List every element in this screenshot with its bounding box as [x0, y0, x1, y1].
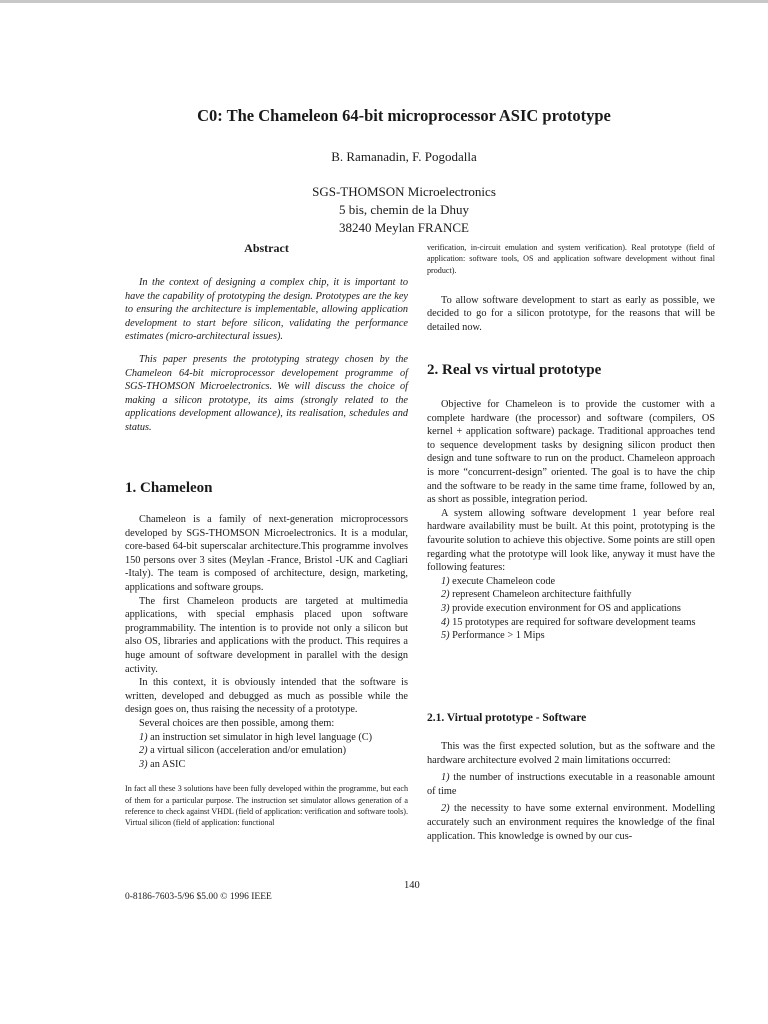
section-1-paragraph-1: Chameleon is a family of next-generation microprocessors developed by SGS-THOMSON Microelectronics. It is a modular, core-based 64-bit superscalar architecture.This programme involves 150 persons over 3 sites (Meylan -France, Bristol -UK and Cagliari -Italy). The team is composed of architecture, design, marketing, applications and software groups. [125, 514, 408, 593]
affiliation-line-3: 38240 Meylan FRANCE [339, 220, 469, 235]
list-item: 1) an instruction set simulator in high level language (C) [139, 731, 373, 743]
section-2-paragraph-2: A system allowing software development 1 year before real hardware availability must be built. At this point, prototyping is the favourite solution to achieve this objective. Some points are still open regarding what the prototype will look like, anyway it must have the following features: [427, 507, 715, 574]
list-item: 5) Performance > 1 Mips [441, 630, 545, 642]
list-item: 2) the necessity to have some external environment. Modelling accurately such an environment requires the knowledge of the final application. This knowledge is owned by our cus- [427, 803, 715, 842]
abstract-paragraph-2: This paper presents the prototyping strategy chosen by the Chameleon 64-bit microprocessor developement programme of SGS-THOMSON Microelectronics. We will discuss the choice of making a silicon prototype, its aims (strongly related to the applications development allowance), its realisation, schedules and status. [125, 353, 408, 433]
footnote-continuation: verification, in-circuit emulation and system verification). Real prototype (field of application: software tools, OS and application software development without final product). [427, 243, 715, 275]
list-item: 4) 15 prototypes are required for software development teams [441, 616, 696, 628]
section-1-heading: 1. Chameleon [125, 480, 213, 496]
list-item: 3) provide execution environment for OS and applications [441, 602, 681, 614]
top-border-line [0, 0, 768, 3]
list-item: 2) a virtual silicon (acceleration and/or emulation) [139, 745, 347, 757]
abstract-paragraph-1: In the context of designing a complex chip, it is important to have the capability of prototyping the design. Prototypes are the key to ensuring the architecture is implementable, allowing application development to start before silicon, validating the performance estimates (micro-architectural issues). [125, 277, 408, 343]
section-1-paragraph-4: Several choices are then possible, among them: [139, 717, 335, 729]
section-1-paragraph-2: The first Chameleon products are targeted at multimedia applications, with special emphasis placed upon software programmability. The intention is to provide not only a silicon but also OS, libraries and applications with the product. This requires a huge amount of software development in parallel with the design activity. [125, 595, 408, 675]
list-item: 1) execute Chameleon code [441, 575, 556, 587]
right-column-top [427, 242, 715, 335]
section-2-1-heading: 2.1. Virtual prototype - Software [427, 712, 587, 724]
section-2-1-paragraph-1: This was the first expected solution, but as the software and the hardware architecture evolved 2 main limitations occurred: [427, 741, 715, 766]
list-item: 2) represent Chameleon architecture faithfully [441, 589, 632, 601]
page-number: 140 [404, 880, 420, 891]
abstract-heading: Abstract [244, 241, 289, 255]
list-item: 3) an ASIC [139, 758, 186, 770]
section-1-paragraph-3: In this context, it is obviously intended that the software is written, developed and debugged as much as possible while the design goes on, thus raising the necessity of a prototype. [125, 677, 408, 716]
copyright-line: 0-8186-7603-5/96 $5.00 © 1996 IEEE [125, 892, 272, 902]
list-item: 1) the number of instructions executable in a reasonable amount of time [427, 772, 716, 797]
paper-authors: B. Ramanadin, F. Pogodalla [331, 149, 477, 164]
section-2-heading: 2. Real vs virtual prototype [427, 362, 602, 378]
section-2-body [427, 398, 715, 643]
section-2-1-body [427, 740, 715, 843]
footnote: In fact all these 3 solutions have been fully developed within the programme, but each of them for a particular purpose. The instruction set simulator allows generation of a reference to check against VHDL (field of application: verification and software tools). Virtual silicon (field of application: functional [125, 784, 408, 828]
paper-title: C0: The Chameleon 64-bit microprocessor ASIC prototype [197, 106, 611, 125]
intro-paragraph: To allow software development to start as early as possible, we decided to go for a silicon prototype, for the reasons that will be detailed now. [427, 294, 715, 334]
affiliation-line-1: SGS-THOMSON Microelectronics [312, 184, 496, 199]
section-1-body [125, 513, 408, 828]
affiliation-line-2: 5 bis, chemin de la Dhuy [339, 202, 469, 217]
abstract-block [125, 276, 408, 435]
section-2-paragraph-1: Objective for Chameleon is to provide the customer with a complete hardware (the processor) and software (compilers, OS kernel + application software) package. Traditional approaches tend to sequence development tasks by designing silicon product then design and tune software to run on the product. Chameleon approach is more “concurrent-design” oriented. The goal is to have the chip and the software to be ready in the same time frame, followed by an, as short as possible, integration period. [427, 399, 715, 506]
